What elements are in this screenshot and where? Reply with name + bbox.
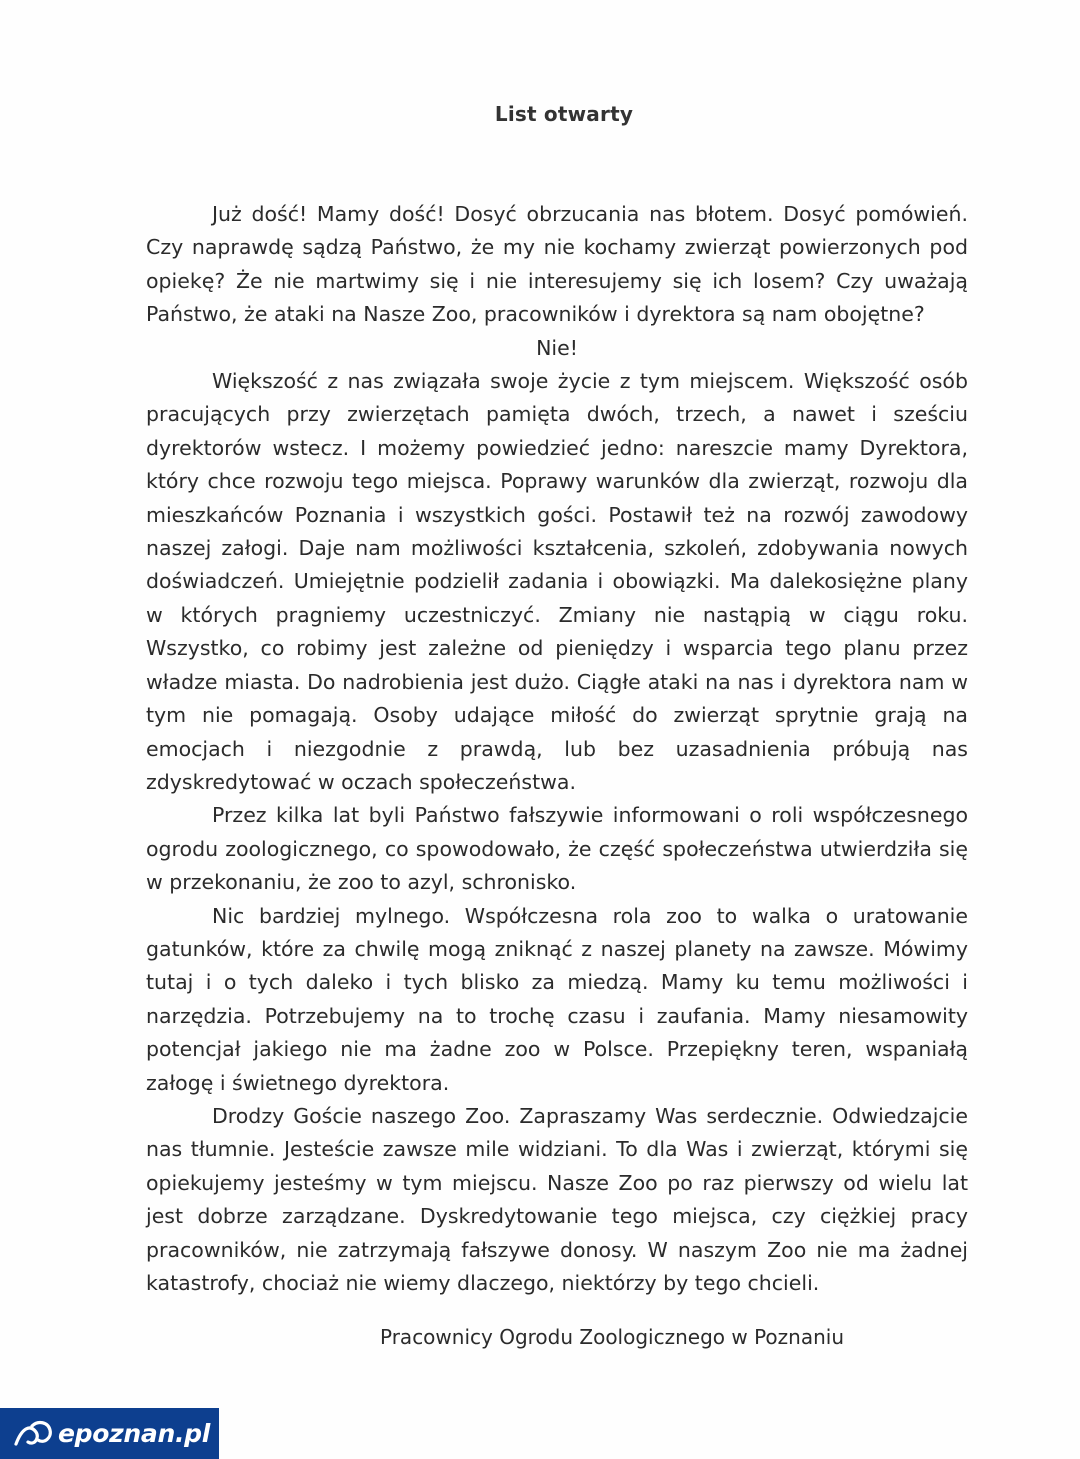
epoznan-watermark	[0, 1408, 219, 1459]
epoznan-logo-text: epoznan.pl	[58, 1419, 211, 1448]
paragraph-4: Nic bardziej mylnego. Współczesna rola zoo to walka o uratowanie gatunków, które za chwilę mogą zniknąć z naszej planety na zawsze. Mówimy tutaj i o tych daleko i tych blisko za miedzą. Mamy ku temu możliwości i narzędzia. Potrzebujemy na to trochę czasu i zaufania. Mamy niesamowity potencjał jakiego nie ma żadne zoo w Polsce. Przepiękny teren, wspaniałą załogę i świetnego dyrektora.	[146, 903, 968, 1095]
paragraph-2: Większość z nas związała swoje życie z tym miejscem. Większość osób pracujących przy zwierzętach pamięta dwóch, trzech, a nawet i sześciu dyrektorów wstecz. I możemy powiedzieć jedno: nareszcie mamy Dyrektora, który chce rozwoju tego miejsca. Poprawy warunków dla zwierząt, rozwoju dla mieszkańców Poznania i wszystkich gości. Postawił też na rozwój zawodowy naszej załogi. Daje nam możliwości kształcenia, szkoleń, zdobywania nowych doświadczeń. Umiejętnie podzielił zadania i obowiązki. Ma dalekosiężne plany w których pragniemy uczestniczyć. Zmiany nie nastąpią w ciągu roku. Wszystko, co robimy jest zależne od pieniędzy i wsparcia tego planu przez władze miasta. Do nadrobienia jest dużo. Ciągłe ataki na nas i dyrektora nam w tym nie pomagają. Osoby udające miłość do zwierząt sprytnie grają na emocjach i niezgodnie z prawdą, lub bez uzasadnienia próbują nas zdyskredytować w oczach społeczeństwa.	[146, 369, 968, 794]
paragraph-3: Przez kilka lat byli Państwo fałszywie informowani o roli współczesnego ogrodu zoologicznego, co spowodowało, że część społeczeństwa utwierdziła się w przekonaniu, że zoo to azyl, schronisko.	[146, 803, 968, 895]
paragraph-5: Drodzy Goście naszego Zoo. Zapraszamy Was serdecznie. Odwiedzajcie nas tłumnie. Jesteście zawsze mile widziani. To dla Was i zwierząt, którymi się opiekujemy jesteśmy w tym miejscu. Nasze Zoo po raz pierwszy od wielu lat jest dobrze zarządzane. Dyskredytowanie tego miejsca, czy ciężkiej pracy pracowników, nie zatrzymają fałszywe donosy. W naszym Zoo nie ma żadnej katastrofy, chociaż nie wiemy dlaczego, niektórzy by tego chcieli.	[146, 1103, 968, 1295]
paragraph-nie: Nie!	[536, 335, 578, 360]
letter-signature: Pracownicy Ogrodu Zoologicznego w Poznaniu	[380, 1325, 845, 1349]
paragraph-1: Już dość! Mamy dość! Dosyć obrzucania nas błotem. Dosyć pomówień. Czy naprawdę sądzą Państwo, że my nie kochamy zwierząt powierzonych pod opiekę? Że nie martwimy się i nie interesujemy się ich losem? Czy uważają Państwo, że ataki na Nasze Zoo, pracowników i dyrektora są nam obojętne?	[146, 202, 968, 327]
letter-title: List otwarty	[494, 102, 634, 126]
epoznan-logo-icon	[12, 1414, 56, 1454]
letter-body	[146, 198, 968, 1300]
